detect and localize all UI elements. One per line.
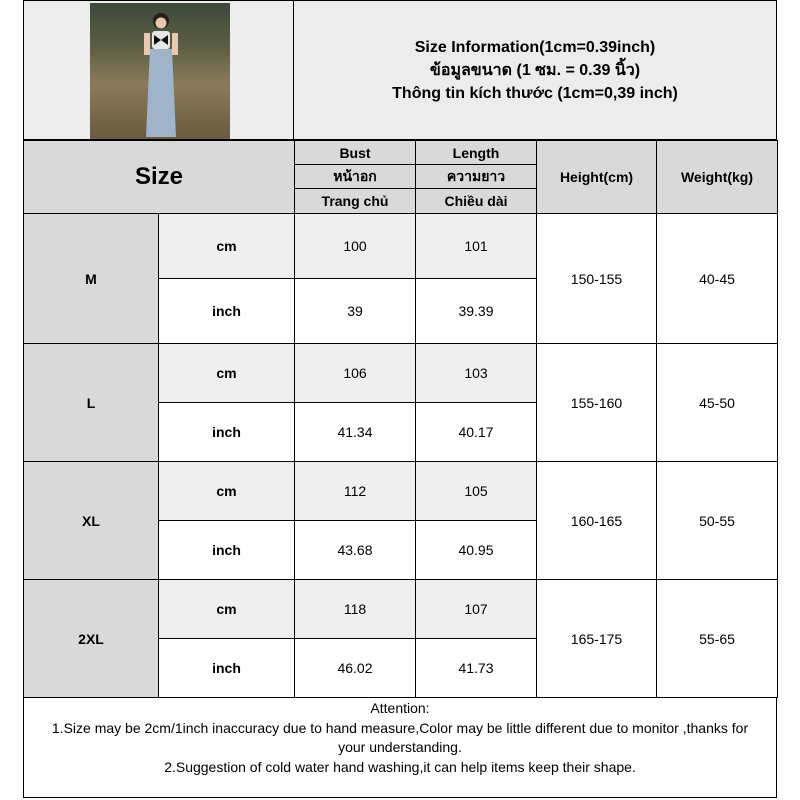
length-cell: 40.95 xyxy=(416,521,537,580)
size-chart-table xyxy=(23,140,778,698)
weight-cell: 55-65 xyxy=(657,580,778,698)
height-cell: 155-160 xyxy=(537,344,657,462)
bust-cell: 43.68 xyxy=(295,521,416,580)
bust-cell: 41.34 xyxy=(295,403,416,462)
size-information-header xyxy=(294,0,777,140)
size-label-xl: XL xyxy=(24,462,159,580)
attention-line-2: your understanding. xyxy=(338,739,462,755)
bust-cell: 112 xyxy=(295,462,416,521)
unit-cell: inch xyxy=(159,521,295,580)
length-cell: 40.17 xyxy=(416,403,537,462)
unit-cell: cm xyxy=(159,580,295,639)
table-row xyxy=(24,580,778,639)
weight-cell: 45-50 xyxy=(657,344,778,462)
unit-cell: inch xyxy=(159,639,295,698)
height-cell: 165-175 xyxy=(537,580,657,698)
length-header-th: ความยาว xyxy=(416,165,537,189)
size-info-thai: ข้อมูลขนาด (1 ซม. = 0.39 นิ้ว) xyxy=(429,61,641,79)
length-cell: 39.39 xyxy=(416,279,537,344)
bust-header-en: Bust xyxy=(295,141,416,165)
length-cell: 107 xyxy=(416,580,537,639)
height-header: Height(cm) xyxy=(537,141,657,214)
size-info-english: Size Information(1cm=0.39inch) xyxy=(414,38,656,56)
model-figure-image xyxy=(136,9,186,139)
attention-line-3: 2.Suggestion of cold water hand washing,it can help items keep their shape. xyxy=(164,758,636,775)
table-row xyxy=(24,344,778,403)
bust-header-th: หน้าอก xyxy=(295,165,416,189)
length-cell: 103 xyxy=(416,344,537,403)
unit-cell: inch xyxy=(159,403,295,462)
bust-cell: 100 xyxy=(295,214,416,279)
bust-cell: 118 xyxy=(295,580,416,639)
length-cell: 101 xyxy=(416,214,537,279)
attention-title: Attention: xyxy=(370,700,430,716)
attention-line-1: 1.Size may be 2cm/1inch inaccuracy due to hand measure,Color may be little different due to monitor ,thanks for xyxy=(51,719,749,736)
unit-cell: inch xyxy=(159,279,295,344)
length-header-vi: Chiều dài xyxy=(416,189,537,214)
height-cell: 150-155 xyxy=(537,214,657,344)
length-cell: 105 xyxy=(416,462,537,521)
product-photo xyxy=(90,3,230,139)
bust-cell: 39 xyxy=(295,279,416,344)
size-header: Size xyxy=(24,141,295,214)
size-label-2xl: 2XL xyxy=(24,580,159,698)
weight-cell: 40-45 xyxy=(657,214,778,344)
table-row xyxy=(24,462,778,521)
size-label-l: L xyxy=(24,344,159,462)
unit-cell: cm xyxy=(159,214,295,279)
length-header-en: Length xyxy=(416,141,537,165)
bust-cell: 106 xyxy=(295,344,416,403)
bust-cell: 46.02 xyxy=(295,639,416,698)
unit-cell: cm xyxy=(159,462,295,521)
height-cell: 160-165 xyxy=(537,462,657,580)
unit-cell: cm xyxy=(159,344,295,403)
weight-header: Weight(kg) xyxy=(657,141,778,214)
weight-cell: 50-55 xyxy=(657,462,778,580)
size-label-m: M xyxy=(24,214,159,344)
bust-header-vi: Trang chủ xyxy=(295,189,416,214)
attention-note xyxy=(23,697,777,798)
table-row xyxy=(24,214,778,279)
length-cell: 41.73 xyxy=(416,639,537,698)
size-info-vietnamese: Thông tin kích thước (1cm=0,39 inch) xyxy=(392,84,678,102)
product-photo-frame xyxy=(23,0,294,140)
